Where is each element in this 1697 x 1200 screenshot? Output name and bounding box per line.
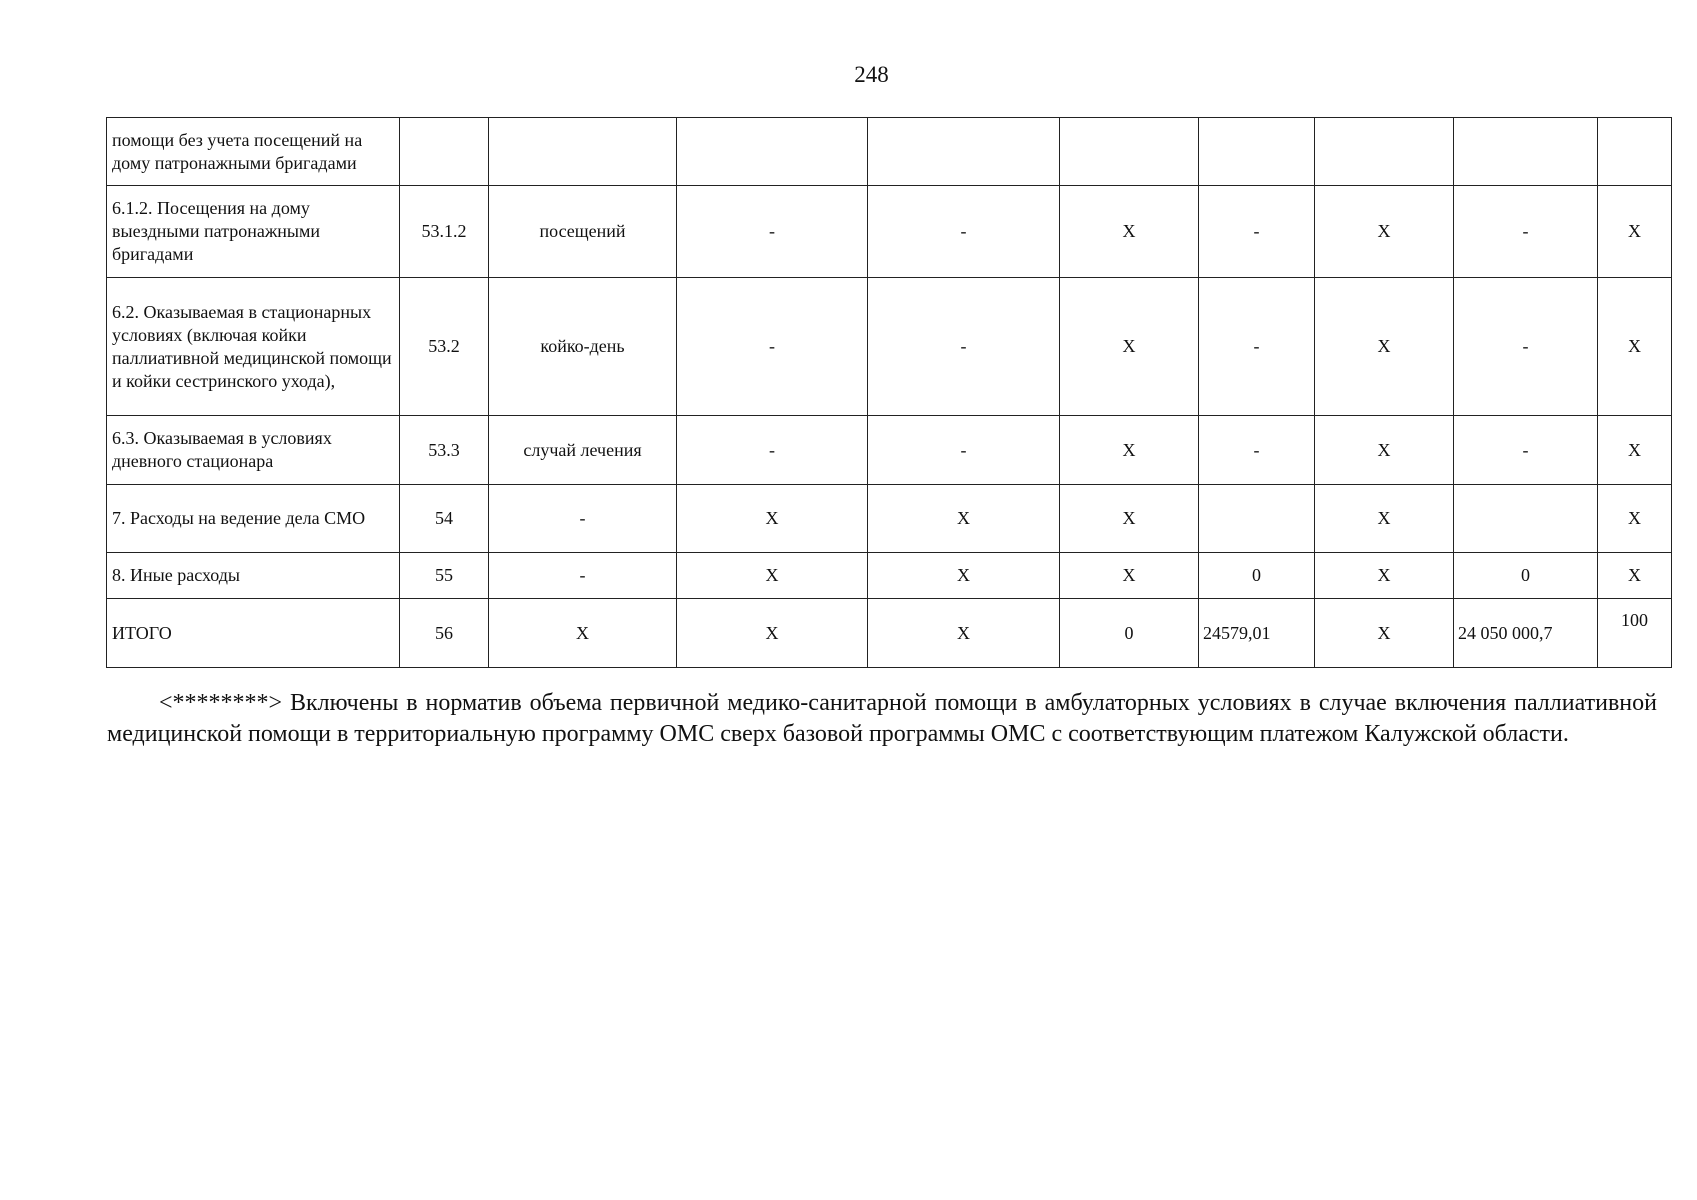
table-cell: - <box>1454 416 1598 485</box>
table-cell: - <box>1199 416 1315 485</box>
table-cell: - <box>1454 278 1598 416</box>
table-row <box>107 186 1672 278</box>
table-cell: - <box>868 186 1060 278</box>
table-cell: 24 050 000,7 <box>1454 599 1598 668</box>
table-cell <box>400 118 489 186</box>
table-cell <box>1199 485 1315 553</box>
table-cell <box>1315 118 1454 186</box>
row-name: 7. Расходы на ведение дела СМО <box>107 485 400 553</box>
table-cell: - <box>1199 278 1315 416</box>
table-cell: X <box>677 553 868 599</box>
row-code: 55 <box>400 553 489 599</box>
table-cell: X <box>677 485 868 553</box>
table-cell: X <box>1598 186 1672 278</box>
table-cell: X <box>868 485 1060 553</box>
table-row <box>107 553 1672 599</box>
table-cell <box>868 118 1060 186</box>
row-code: 54 <box>400 485 489 553</box>
table-cell: X <box>1315 416 1454 485</box>
table-cell: - <box>1454 186 1598 278</box>
table-row <box>107 118 1672 186</box>
table-cell: X <box>1315 485 1454 553</box>
row-name: 6.3. Оказываемая в условиях дневного стационара <box>107 416 400 485</box>
table-cell: X <box>1315 553 1454 599</box>
table-cell: - <box>677 416 868 485</box>
row-code: 53.3 <box>400 416 489 485</box>
table-cell: X <box>1060 416 1199 485</box>
table-cell: X <box>1060 186 1199 278</box>
table-cell: X <box>1060 278 1199 416</box>
table-cell: X <box>1060 553 1199 599</box>
table-cell <box>1454 485 1598 553</box>
row-unit: посещений <box>489 186 677 278</box>
table-cell <box>1199 118 1315 186</box>
row-code: 53.1.2 <box>400 186 489 278</box>
table-cell <box>1060 118 1199 186</box>
table-cell: X <box>1315 599 1454 668</box>
table-row-total <box>107 599 1672 668</box>
table-cell: X <box>1598 416 1672 485</box>
table-cell: X <box>1598 485 1672 553</box>
table-cell: 24579,01 <box>1199 599 1315 668</box>
table-row <box>107 278 1672 416</box>
table-cell <box>1454 118 1598 186</box>
row-unit: - <box>489 485 677 553</box>
table-cell: X <box>677 599 868 668</box>
row-unit: X <box>489 599 677 668</box>
table-cell: - <box>677 278 868 416</box>
expenses-table <box>106 117 1672 668</box>
table-cell: - <box>677 186 868 278</box>
row-code: 56 <box>400 599 489 668</box>
table-cell: 0 <box>1199 553 1315 599</box>
row-code: 53.2 <box>400 278 489 416</box>
table-cell: X <box>1315 186 1454 278</box>
page-number: 248 <box>854 62 889 87</box>
table-cell: X <box>1315 278 1454 416</box>
table-cell: X <box>868 599 1060 668</box>
table-cell: 100 <box>1598 599 1672 668</box>
table-cell <box>1598 118 1672 186</box>
table-cell: X <box>1598 278 1672 416</box>
table-cell: - <box>1199 186 1315 278</box>
table-cell: - <box>868 416 1060 485</box>
table-cell: X <box>1060 485 1199 553</box>
row-name: ИТОГО <box>107 599 400 668</box>
table-cell: 0 <box>1454 553 1598 599</box>
table-row <box>107 485 1672 553</box>
table-cell: X <box>868 553 1060 599</box>
table-cell <box>489 118 677 186</box>
row-name: 8. Иные расходы <box>107 553 400 599</box>
row-unit: случай лечения <box>489 416 677 485</box>
row-name: 6.1.2. Посещения на дому выездными патронажными бригадами <box>107 186 400 278</box>
table-cell <box>677 118 868 186</box>
footnote: <********> Включены в норматив объема первичной медико-санитарной помощи в амбулаторных условиях в случае включения паллиативной медицинской помощи в территориальную программу ОМС сверх базовой программы ОМС с соответствующим платежом Калужской области. <box>107 690 1657 747</box>
row-unit: койко-день <box>489 278 677 416</box>
table-cell: X <box>1598 553 1672 599</box>
table-cell: - <box>868 278 1060 416</box>
table-cell: 0 <box>1060 599 1199 668</box>
row-name: 6.2. Оказываемая в стационарных условиях (включая койки паллиативной медицинской помощи и койки сестринского ухода), <box>107 278 400 416</box>
row-name: помощи без учета посещений на дому патронажными бригадами <box>107 118 400 186</box>
table-row <box>107 416 1672 485</box>
row-unit: - <box>489 553 677 599</box>
